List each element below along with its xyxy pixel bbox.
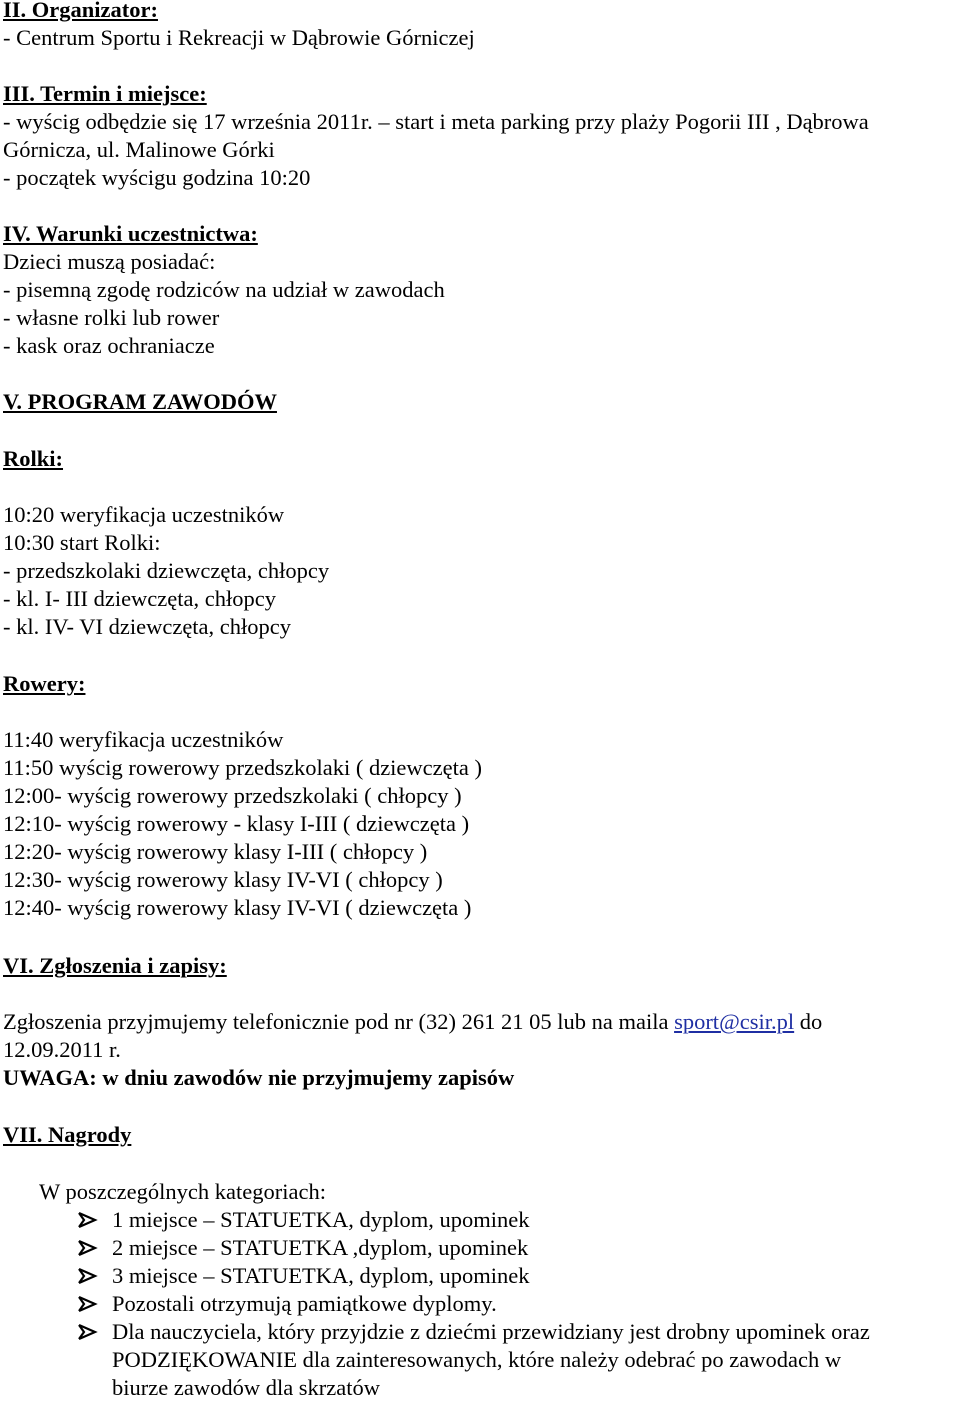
section-7-heading: VII. Nagrody — [3, 1122, 132, 1147]
rowery-line: 12:10- wyścig rowerowy - klasy I-III ( dziewczęta ) — [3, 811, 470, 836]
registration-warning: UWAGA: w dniu zawodów nie przyjmujemy zapisów — [3, 1065, 515, 1090]
section-5-heading: V. PROGRAM ZAWODÓW — [3, 389, 277, 414]
registration-text-end: do — [794, 1009, 823, 1034]
arrowhead-bullet-icon — [74, 1206, 100, 1234]
arrowhead-bullet-icon — [74, 1318, 100, 1346]
section-4-heading: IV. Warunki uczestnictwa: — [3, 221, 258, 246]
arrowhead-bullet-icon — [74, 1234, 100, 1262]
prizes-intro: W poszczególnych kategoriach: — [39, 1179, 326, 1204]
condition-consent: - pisemną zgodę rodziców na udział w zawodach — [3, 277, 445, 302]
arrowhead-bullet-icon — [74, 1262, 100, 1290]
prize-item: 1 miejsce – STATUETKA, dyplom, upominek — [112, 1207, 530, 1232]
registration-line — [3, 1008, 822, 1036]
prize-item: Pozostali otrzymują pamiątkowe dyplomy. — [112, 1291, 497, 1316]
section-6-heading: VI. Zgłoszenia i zapisy: — [3, 953, 227, 978]
rowery-line: 11:40 weryfikacja uczestników — [3, 727, 284, 752]
organizer-line: - Centrum Sportu i Rekreacji w Dąbrowie Górniczej — [3, 25, 475, 50]
rolki-line: 10:30 start Rolki: — [3, 530, 161, 555]
prize-item: 2 miejsce – STATUETKA ,dyplom, upominek — [112, 1235, 529, 1260]
rowery-heading: Rowery: — [3, 671, 86, 696]
rowery-line: 12:40- wyścig rowerowy klasy IV-VI ( dziewczęta ) — [3, 895, 472, 920]
rolki-line: - przedszkolaki dziewczęta, chłopcy — [3, 558, 330, 583]
rolki-line: 10:20 weryfikacja uczestników — [3, 502, 285, 527]
prize-item: 3 miejsce – STATUETKA, dyplom, upominek — [112, 1263, 530, 1288]
rowery-line: 12:00- wyścig rowerowy przedszkolaki ( chłopcy ) — [3, 783, 462, 808]
conditions-intro: Dzieci muszą posiadać: — [3, 249, 216, 274]
section-3-heading: III. Termin i miejsce: — [3, 81, 207, 106]
arrowhead-bullet-icon — [74, 1290, 100, 1318]
registration-deadline: 12.09.2011 r. — [3, 1037, 121, 1062]
rolki-line: - kl. I- III dziewczęta, chłopcy — [3, 586, 276, 611]
section-2-heading: II. Organizator: — [3, 0, 158, 22]
registration-text: Zgłoszenia przyjmujemy telefonicznie pod nr (32) 261 21 05 lub na maila — [3, 1009, 675, 1034]
date-place-line-1: - wyścig odbędzie się 17 września 2011r. – start i meta parking przy plaży Pogorii III , Dąbrowa — [3, 109, 869, 134]
rolki-heading: Rolki: — [3, 446, 64, 471]
prize-item-continuation: biurze zawodów dla skrzatów — [112, 1375, 381, 1400]
condition-helmet: - kask oraz ochraniacze — [3, 333, 215, 358]
condition-equipment: - własne rolki lub rower — [3, 305, 220, 330]
rolki-line: - kl. IV- VI dziewczęta, chłopcy — [3, 614, 292, 639]
rowery-line: 12:20- wyścig rowerowy klasy I-III ( chłopcy ) — [3, 839, 428, 864]
date-place-line-2: Górnicza, ul. Malinowe Górki — [3, 137, 275, 162]
prize-item-continuation: PODZIĘKOWANIE dla zainteresowanych, które należy odebrać po zawodach w — [112, 1347, 842, 1372]
start-time-line: - początek wyścigu godzina 10:20 — [3, 165, 311, 190]
rowery-line: 12:30- wyścig rowerowy klasy IV-VI ( chłopcy ) — [3, 867, 443, 892]
prize-item: Dla nauczyciela, który przyjdzie z dziećmi przewidziany jest drobny upominek oraz — [112, 1319, 870, 1344]
email-link[interactable]: sport@csir.pl — [674, 1009, 795, 1034]
rowery-line: 11:50 wyścig rowerowy przedszkolaki ( dziewczęta ) — [3, 755, 482, 780]
